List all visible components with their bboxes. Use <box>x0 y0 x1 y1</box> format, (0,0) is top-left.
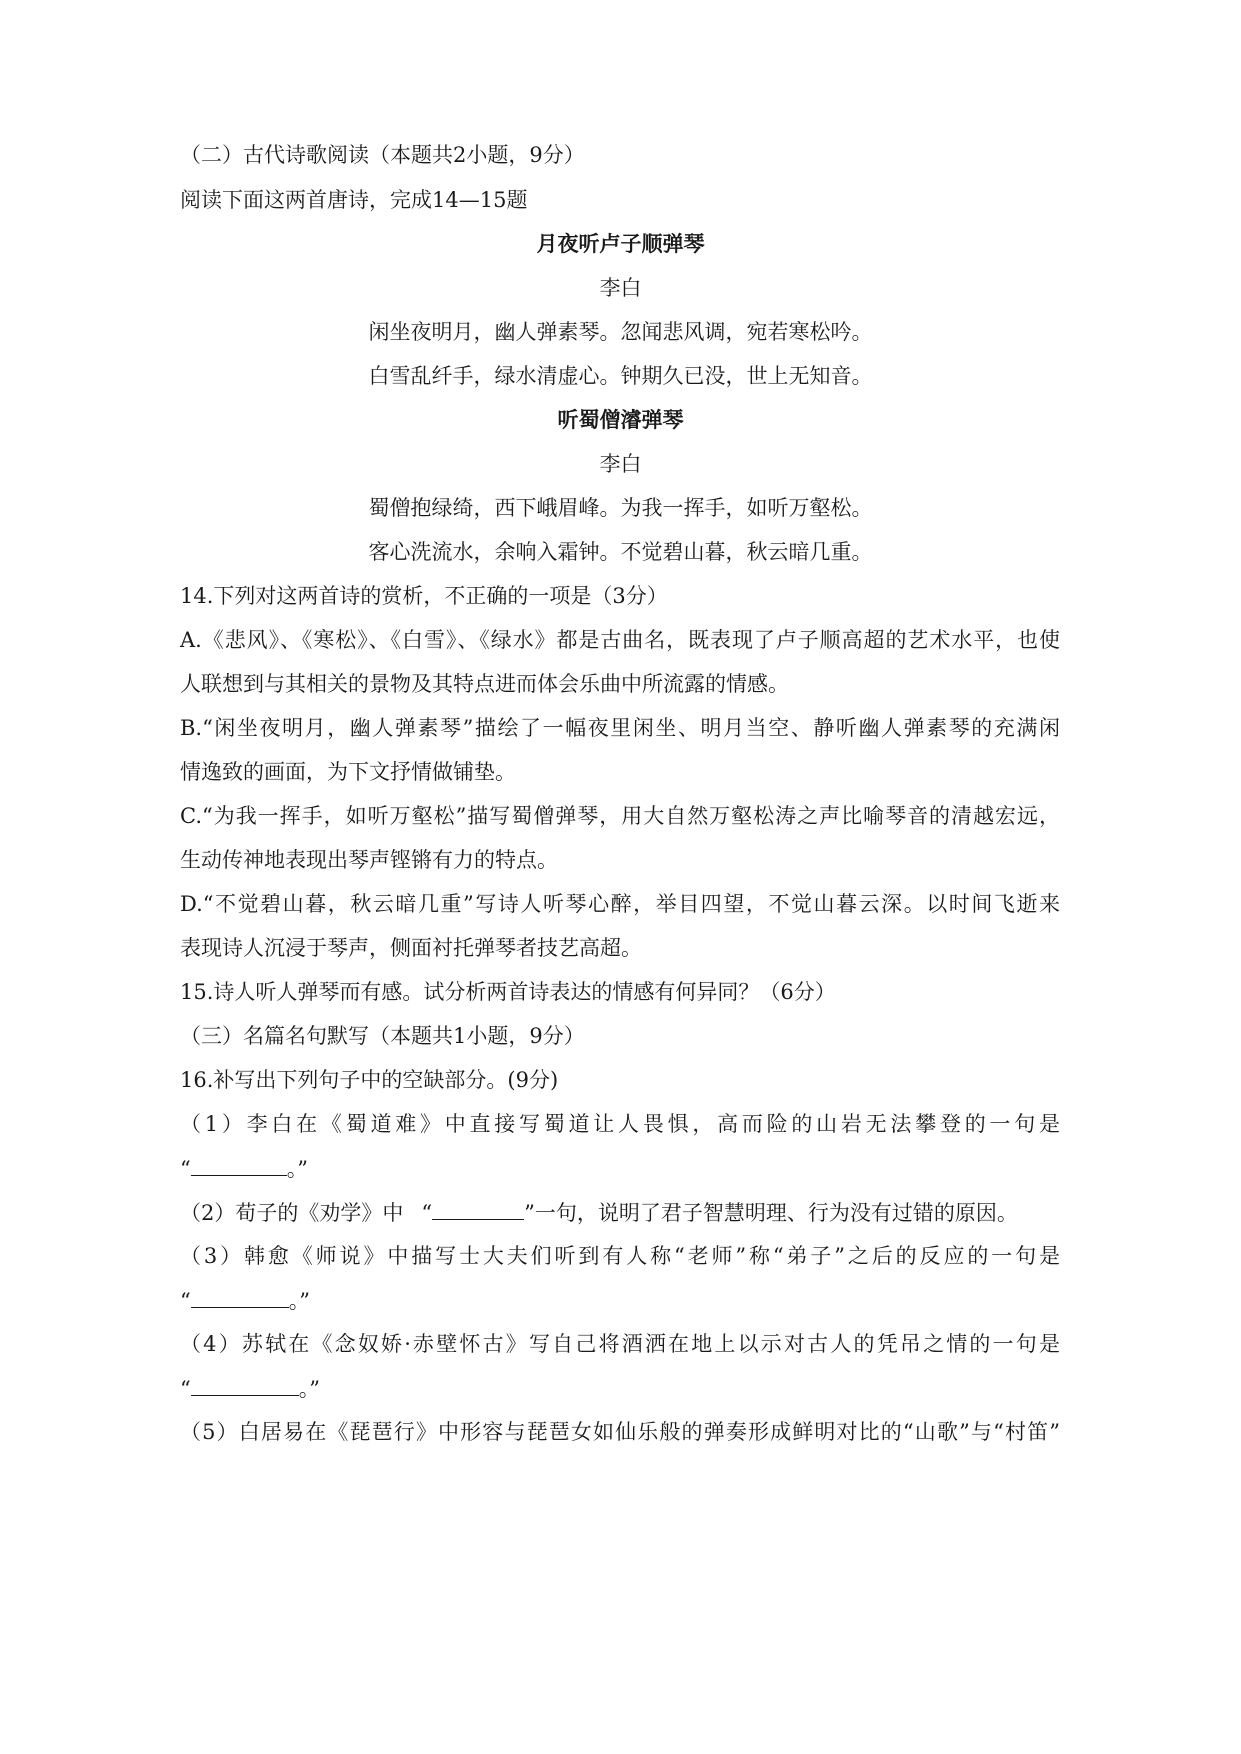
poem1-line-2: 白雪乱纤手，绿水清虚心。钟期久已没，世上无知音。 <box>368 364 873 388</box>
poetry-instructions: 阅读下面这两首唐诗，完成14—15题 <box>180 188 528 212</box>
close-quote: 。” <box>298 1377 320 1401</box>
open-quote: “ <box>180 1289 191 1313</box>
q14-option-b-line-1: B.“闲坐夜明月，幽人弹素琴”描绘了一幅夜里闲坐、明月当空、静听幽人弹素琴的充满闲 <box>180 716 1060 740</box>
section-heading-poetry: （二）古代诗歌阅读（本题共2小题，9分） <box>180 143 585 167</box>
close-quote: 。” <box>288 1289 310 1313</box>
open-quote: “ <box>421 1201 433 1225</box>
q16-item-1-answer-line <box>180 1153 1060 1184</box>
poem2-line-1: 蜀僧抱绿绮，西下峨眉峰。为我一挥手，如听万壑松。 <box>368 496 873 520</box>
poem1-line-1: 闲坐夜明月，幽人弹素琴。忽闻悲风调，宛若寒松吟。 <box>368 320 873 344</box>
open-quote: “ <box>180 1377 191 1401</box>
fill-in-blank-3[interactable] <box>191 1285 289 1308</box>
q16-item-2-suffix: ”一句，说明了君子智慧明理、行为没有过错的原因。 <box>524 1201 1018 1225</box>
q14-option-c-line-2: 生动传神地表现出琴声铿锵有力的特点。 <box>180 848 558 872</box>
q14-option-a-line-1: A.《悲风》、《寒松》、《白雪》、《绿水》都是古曲名，既表现了卢子顺高超的艺术水平，也使 <box>180 628 1060 652</box>
poem2-author: 李白 <box>599 452 642 476</box>
q14-option-d-line-2: 表现诗人沉浸于琴声，侧面衬托弹琴者技艺高超。 <box>180 936 642 960</box>
close-quote: 。” <box>286 1157 308 1181</box>
fill-in-blank-2[interactable] <box>432 1197 524 1220</box>
q16-item-3-prompt: （3）韩愈《师说》中描写士大夫们听到有人称“老师”称“弟子”之后的反应的一句是 <box>180 1244 1060 1268</box>
q16-item-2-prefix: （2）荀子的《劝学》中 <box>180 1201 404 1225</box>
fill-in-blank-4[interactable] <box>191 1373 299 1396</box>
q14-option-c-line-1: C.“为我一挥手，如听万壑松”描写蜀僧弹琴，用大自然万壑松涛之声比喻琴音的清越宏远， <box>180 804 1060 828</box>
question-15-stem: 15.诗人听人弹琴而有感。试分析两首诗表达的情感有何异同？（6分） <box>180 980 836 1004</box>
q16-item-3-answer-line <box>180 1285 1060 1316</box>
fill-in-blank-1[interactable] <box>191 1153 287 1176</box>
q16-item-4-prompt: （4）苏轼在《念奴娇·赤壁怀古》写自己将酒洒在地上以示对古人的凭吊之情的一句是 <box>180 1332 1060 1356</box>
poem2-line-2: 客心洗流水，余响入霜钟。不觉碧山暮，秋云暗几重。 <box>368 540 873 564</box>
open-quote: “ <box>180 1157 191 1181</box>
q16-item-1-prompt: （1）李白在《蜀道难》中直接写蜀道让人畏惧，高而险的山岩无法攀登的一句是 <box>180 1112 1060 1136</box>
q14-option-d-line-1: D.“不觉碧山暮，秋云暗几重”写诗人听琴心醉，举目四望，不觉山暮云深。以时间飞逝来 <box>180 892 1060 916</box>
q16-item-4-answer-line <box>180 1373 1060 1404</box>
q16-item-2-line <box>180 1197 1060 1228</box>
poem2-title: 听蜀僧濬弹琴 <box>557 408 684 432</box>
q14-option-a-line-2: 人联想到与其相关的景物及其特点进而体会乐曲中所流露的情感。 <box>180 672 789 696</box>
q14-option-b-line-2: 情逸致的画面，为下文抒情做铺垫。 <box>180 760 516 784</box>
question-14-stem: 14.下列对这两首诗的赏析，不正确的一项是（3分） <box>180 584 668 608</box>
section-heading-recitation: （三）名篇名句默写（本题共1小题，9分） <box>180 1024 585 1048</box>
poem1-title: 月夜听卢子顺弹琴 <box>536 232 705 256</box>
q16-item-5-prompt: （5）白居易在《琵琶行》中形容与琵琶女如仙乐般的弹奏形成鲜明对比的“山歌”与“村笛” <box>180 1420 1060 1444</box>
poem1-author: 李白 <box>599 276 642 300</box>
question-16-stem: 16.补写出下列句子中的空缺部分。(9分) <box>180 1068 559 1092</box>
